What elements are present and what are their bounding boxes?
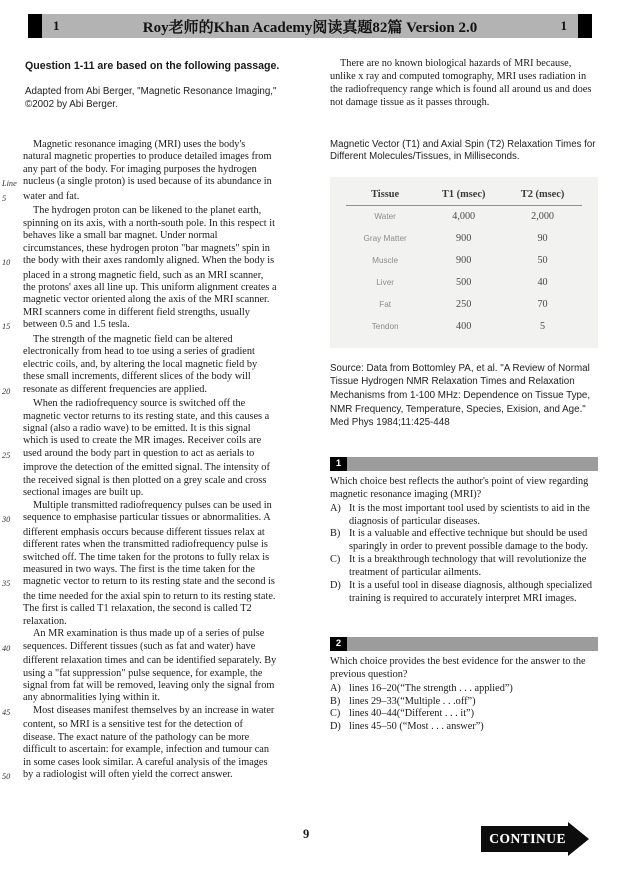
passage-line-text: magnetic vector to return to its resting state and the second is (23, 576, 275, 588)
passage-line-text: used around the body part in question to act as aerials to (23, 447, 255, 459)
passage-line (2, 552, 310, 564)
passage-line (2, 641, 310, 655)
choice-text: lines 16–20(“The strength . . . applied”) (349, 682, 513, 694)
line-number (2, 334, 23, 346)
line-number (2, 732, 23, 744)
choice-text: lines 45–50 (“Most . . . answer”) (349, 721, 484, 733)
line-number (2, 744, 23, 756)
choice-text: It is a valuable and effective technique but should be used sparingly in order to prevent possible damage to the body. (349, 528, 588, 553)
line-number (2, 500, 23, 512)
line-number (2, 411, 23, 423)
passage-line-text: different rates when the transmitted radiofrequency pulse is (23, 539, 268, 551)
answer-choice (330, 528, 598, 554)
passage-line (2, 719, 310, 731)
passage-line-text: any abnormalities lying within it. (23, 692, 160, 704)
passage-line-text: resonate as different frequencies are applied. (23, 383, 207, 395)
question-1-choices (330, 503, 598, 606)
table-cell-tissue: Water (374, 212, 396, 222)
line-number: 20 (2, 386, 11, 396)
attribution-line-1: Adapted from Abi Berger, "Magnetic Resonance Imaging," (25, 86, 277, 97)
passage-line-text: the protons' axes all line up. This uniform alignment creates a (23, 281, 277, 293)
line-number (2, 668, 23, 680)
table-cell-t1: 500 (456, 277, 472, 289)
passage-line (2, 307, 310, 319)
question-2-choices (330, 683, 598, 735)
passage-line (2, 319, 310, 333)
passage-line (2, 176, 310, 190)
line-number (2, 346, 23, 358)
line-number (2, 205, 23, 217)
table-header-tissue: Tissue (346, 186, 424, 206)
passage-line-text: The strength of the magnetic field can be altered (33, 333, 233, 345)
table-header-t1: T1 (msec) (424, 186, 503, 206)
passage-line (2, 564, 310, 576)
header-page-number-left: 1 (53, 18, 60, 33)
passage-line (2, 230, 310, 242)
table-cell-tissue: Fat (379, 300, 392, 310)
choice-text: lines 40–44(“Different . . . it”) (349, 708, 475, 720)
passage-line (2, 255, 310, 269)
table-row (346, 205, 582, 228)
passage-line-text: sequences. Different tissues (such as fat and water) have (23, 640, 256, 652)
choice-letter: B) (330, 528, 341, 540)
passage-line (2, 732, 310, 744)
passage-line (2, 475, 310, 487)
passage-line (2, 680, 310, 692)
line-number (2, 475, 23, 487)
passage-line (2, 359, 310, 371)
passage-line (2, 539, 310, 551)
passage-final-paragraph: There are no known biological hazards of MRI because, unlike x ray and computed tomography, MRI uses radiation in the radiofrequency range which is found all around us and does not damage tissue as it passes through. (330, 58, 592, 108)
passage-line (2, 243, 310, 255)
passage-line-text: natural magnetic properties to produce detailed images from (23, 151, 272, 163)
choice-letter: A) (330, 502, 341, 514)
passage-line-text: the time needed for the axial spin to return to its resting state. (23, 590, 276, 602)
passage-line-text: any part of the body. For imaging purposes the hydrogen (23, 163, 257, 175)
passage-line (2, 628, 310, 640)
question-2-number-badge: 2 (330, 637, 347, 651)
passage-attribution (25, 86, 310, 111)
passage-line-text: in some cases look similar. A careful analysis of the images (23, 756, 268, 768)
passage-line (2, 655, 310, 667)
passage-line-text: sectional images are built up. (23, 487, 144, 499)
passage-line-text: An MR examination is thus made up of a series of pulse (33, 628, 265, 640)
relaxation-times-table-box (330, 177, 598, 348)
question-1-block (330, 457, 598, 606)
table-cell-tissue: Liver (376, 278, 394, 288)
line-number (2, 307, 23, 319)
question-2-header-bar (330, 637, 598, 651)
choice-letter: A) (330, 682, 341, 694)
line-number (2, 719, 23, 731)
passage-line (2, 384, 310, 398)
line-number (2, 164, 23, 176)
table-cell-t2: 2,000 (531, 211, 555, 223)
passage-line-text: signal (also a radio wave) to be emitted. It is this signal (23, 422, 251, 434)
table-row (346, 228, 582, 250)
passage-line (2, 769, 310, 783)
passage-line-text: these small increments, different slices of the body will (23, 371, 251, 383)
passage-line (2, 294, 310, 306)
passage-line-text: which is used to create the MR images. Receiver coils are (23, 435, 262, 447)
passage-line (2, 282, 310, 294)
table-row (346, 272, 582, 294)
table-cell-t2: 70 (537, 299, 548, 311)
table-cell-t1: 900 (456, 233, 472, 245)
page-header-bar (28, 14, 592, 38)
line-number (2, 462, 23, 474)
line-number (2, 151, 23, 163)
choice-letter: C) (330, 708, 341, 720)
line-number (2, 603, 23, 615)
passage-line-text: nucleus (a single proton) is used because of its abundance in (23, 176, 272, 188)
table-header-row (346, 186, 582, 206)
page-number: 9 (303, 827, 310, 841)
passage-line-text: circumstances, these hydrogen proton "bar magnets" spin in (23, 242, 270, 254)
passage-line-text: spinning on its axis, with a north-south pole. In this respect it (23, 217, 275, 229)
choice-letter: C) (330, 554, 341, 566)
passage-line-text: relaxation. (23, 615, 67, 627)
line-number (2, 218, 23, 230)
line-number: 40 (2, 643, 11, 653)
answer-choice (330, 580, 598, 606)
answer-choice (330, 708, 598, 721)
passage-line-text: water and fat. (23, 190, 80, 202)
passage-line (2, 757, 310, 769)
passage-line-text: MRI scanners come in different field strengths, usually (23, 306, 250, 318)
line-number: 45 (2, 707, 11, 717)
passage-line (2, 591, 310, 603)
line-number (2, 552, 23, 564)
table-cell-t2: 40 (537, 277, 548, 289)
line-number: 30 (2, 515, 11, 525)
table-cell-t1: 4,000 (452, 211, 476, 223)
table-cell-t2: 5 (540, 321, 546, 333)
table-row (346, 294, 582, 316)
passage-line (2, 205, 310, 217)
passage-line (2, 411, 310, 423)
question-1-header-bar (330, 457, 598, 471)
passage-line-text: magnetic vector oriented along the axis of the MRI scanner. (23, 294, 270, 306)
table-header-t2: T2 (msec) (503, 186, 582, 206)
passage-line-text: between 0.5 and 1.5 tesla. (23, 319, 130, 331)
line-number (2, 230, 23, 242)
line-number (2, 294, 23, 306)
line-number (2, 539, 23, 551)
passage-line-text: When the radiofrequency source is switched off the (33, 398, 246, 410)
passage-line-text: different relaxation times and can be identified separately. By (23, 655, 277, 667)
question-2-stem: Which choice provides the best evidence for the answer to the previous question? (330, 655, 586, 680)
table-cell-tissue: Tendon (371, 322, 399, 332)
choice-text: It is the most important tool used by scientists to aid in the diagnosis of particular diseases. (349, 502, 590, 527)
table-cell-t2: 90 (537, 233, 548, 245)
passage-line (2, 692, 310, 704)
header-endcap-right (578, 14, 592, 38)
passage-line-text: the body with their axes randomly aligned. When the body is (23, 255, 275, 267)
passage-heading: Question 1-11 are based on the following passage. (25, 60, 280, 72)
passage-line-text: signal from fat will be removed, leaving only the signal from (23, 680, 275, 692)
passage-line-text: behaves like a small bar magnet. Under normal (23, 230, 218, 242)
line-number: 50 (2, 772, 11, 782)
table-row (346, 316, 582, 338)
passage-line-text: placed in a strong magnetic field, such as an MRI scanner, (23, 269, 264, 281)
answer-choice (330, 696, 598, 709)
line-number (2, 243, 23, 255)
passage-line (2, 191, 310, 205)
line-number (2, 692, 23, 704)
line-number: 5 (2, 193, 7, 203)
passage-line (2, 151, 310, 163)
passage-line (2, 448, 310, 462)
passage-line (2, 576, 310, 590)
passage-line (2, 423, 310, 435)
left-column (2, 60, 310, 784)
document-title: Roy老师的Khan Academy阅读真题82篇 Version 2.0 (142, 19, 478, 36)
line-number (2, 655, 23, 667)
passage-line-text: disease. The exact nature of the pathology can be more (23, 731, 250, 743)
line-number (2, 757, 23, 769)
choice-letter: D) (330, 721, 341, 733)
passage-line-text: by a radiologist will often yield the correct answer. (23, 769, 233, 781)
table-cell-t1: 400 (456, 321, 472, 333)
header-page-number-right: 1 (560, 18, 567, 33)
passage-line (2, 371, 310, 383)
passage-line-text: improve the detection of the emitted signal. The intensity of (23, 462, 270, 474)
passage-line (2, 527, 310, 539)
passage-line-text: Most diseases manifest themselves by an increase in water (33, 704, 275, 716)
line-number (2, 270, 23, 282)
passage-line-text: different emphasis occurs because different tissues relax at (23, 526, 265, 538)
passage-line-text: electric coils, and, by altering the local magnetic field by (23, 358, 258, 370)
line-number (2, 591, 23, 603)
figure-title: Magnetic Vector (T1) and Axial Spin (T2) Relaxation Times for Different Molecules/Tissues, in Milliseconds. (330, 138, 596, 163)
line-number (2, 616, 23, 628)
line-number: Line (2, 179, 17, 189)
table-cell-tissue: Muscle (372, 256, 399, 266)
passage-line (2, 346, 310, 358)
line-number (2, 359, 23, 371)
header-endcap-left (28, 14, 42, 38)
answer-choice (330, 721, 598, 734)
passage-line-text: the received signal is then plotted on a grey scale and cross (23, 474, 267, 486)
passage-line-text: magnetic vector returns to its resting state, and this causes a (23, 410, 270, 422)
choice-text: lines 29–33(“Multiple . . .off”) (349, 695, 476, 707)
question-2-block (330, 637, 598, 734)
question-1-stem: Which choice best reflects the author's point of view regarding magnetic resonance imaging (MRI)? (330, 475, 589, 500)
passage-line-text: electronically from head to toe using a series of gradient (23, 346, 255, 358)
passage-line (2, 500, 310, 512)
line-number (2, 527, 23, 539)
table-cell-t2: 50 (537, 255, 548, 267)
table-row (346, 250, 582, 272)
passage-line (2, 334, 310, 346)
passage-line-text: The hydrogen proton can be likened to the planet earth, (33, 205, 262, 217)
line-number (2, 680, 23, 692)
passage-line (2, 462, 310, 474)
line-number (2, 398, 23, 410)
choice-letter: D) (330, 580, 341, 592)
line-number (2, 435, 23, 447)
choice-text: It is a breakthrough technology that will revolutionize the treatment of particular ailments. (349, 554, 587, 579)
answer-choice (330, 683, 598, 696)
choice-text: It is a useful tool in disease diagnosis, although specialized training is required to accurately interpret MRI images. (349, 580, 593, 604)
passage-line (2, 218, 310, 230)
passage-line (2, 603, 310, 615)
passage-line-text: switched off. The time taken for the protons to fully relax is (23, 551, 270, 563)
line-number (2, 371, 23, 383)
passage-line-text: Magnetic resonance imaging (MRI) uses the body's (33, 139, 246, 150)
passage-body (2, 139, 310, 784)
line-number (2, 628, 23, 640)
relaxation-times-table (346, 186, 582, 338)
choice-letter: B) (330, 695, 341, 707)
passage-line-text: content, so MRI is a sensitive test for the detection of (23, 719, 243, 731)
line-number (2, 564, 23, 576)
passage-line (2, 668, 310, 680)
passage-line (2, 435, 310, 447)
passage-line (2, 398, 310, 410)
question-1-number-badge: 1 (330, 457, 347, 471)
passage-line-text: Multiple transmitted radiofrequency pulses can be used in (33, 499, 272, 511)
continue-arrow-icon (568, 822, 589, 856)
table-cell-t1: 900 (456, 255, 472, 267)
passage-line (2, 616, 310, 628)
passage-line (2, 705, 310, 719)
line-number: 25 (2, 450, 11, 460)
answer-choice (330, 554, 598, 580)
line-number: 15 (2, 322, 11, 332)
line-number (2, 282, 23, 294)
passage-line (2, 744, 310, 756)
passage-line-text: The first is called T1 relaxation, the second is called T2 (23, 603, 252, 615)
table-source-citation: Source: Data from Bottomley PA, et al. "A Review of Normal Tissue Hydrogen NMR Relaxation Times and Relaxation Mechanisms from 1-100 MHz: Dependence on Tissue Type, NMR Frequency, Temperature, Species, Exision, and Age." Med Phys 1984;11:425-448 (330, 362, 591, 429)
table-cell-tissue: Gray Matter (363, 234, 407, 244)
continue-marker (481, 822, 589, 856)
answer-choice (330, 503, 598, 529)
line-number (2, 423, 23, 435)
attribution-line-2: ©2002 by Abi Berger. (25, 98, 118, 110)
passage-line (2, 164, 310, 176)
passage-line-text: measured in two ways. The first is the time taken for the (23, 563, 256, 575)
passage-line (2, 270, 310, 282)
line-number (2, 139, 23, 151)
passage-line (2, 512, 310, 526)
line-number: 10 (2, 258, 11, 268)
table-cell-t1: 250 (456, 299, 472, 311)
line-number: 35 (2, 579, 11, 589)
line-number (2, 487, 23, 499)
passage-line-text: using a "fat suppression" pulse sequence, for example, the (23, 667, 263, 679)
passage-line (2, 487, 310, 499)
passage-line (2, 139, 310, 151)
passage-line-text: difficult to ascertain: for example, infection and tumour can (23, 744, 269, 756)
right-column (330, 58, 598, 734)
passage-line-text: sequence to emphasise particular tissues or abnormalities. A (23, 512, 271, 524)
continue-label: CONTINUE (481, 826, 568, 852)
